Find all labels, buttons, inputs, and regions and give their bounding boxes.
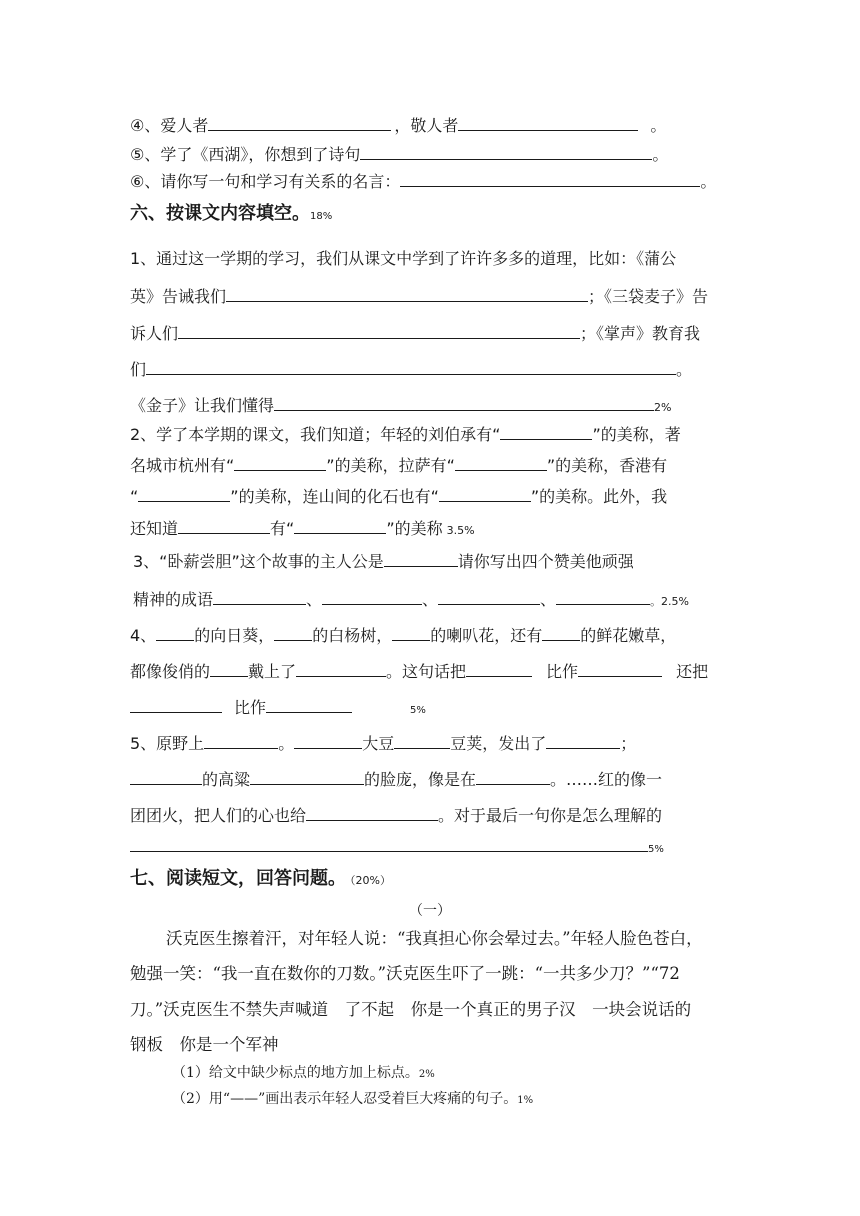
blank[interactable] (578, 661, 662, 677)
s6-q2-l4a: 还知道 (130, 519, 179, 538)
section-6-score: 18% (310, 211, 333, 222)
s5-l6-b: 。 (700, 172, 717, 191)
blank[interactable] (439, 486, 531, 502)
s6-q5-l2b: 的脸庞，像是在 (364, 770, 477, 789)
s6-q2-l4c: ”的美称 (386, 519, 443, 538)
s6-q4-l1b: 的向日葵， (194, 626, 275, 645)
s7-q2-score: 1% (517, 1095, 534, 1106)
blank[interactable] (500, 424, 592, 440)
blank[interactable] (178, 518, 270, 534)
section-6-title: 六、按课文内容填空。 (130, 203, 310, 224)
s6-q2-line4 (130, 518, 475, 541)
s6-q3-l2b: 、 (306, 590, 323, 609)
s6-q4-score: 5% (410, 705, 426, 716)
blank[interactable] (360, 144, 652, 160)
s6-q2-l4b: 有“ (270, 519, 295, 538)
s6-q5-l1b: 。 (278, 734, 295, 753)
blank[interactable] (213, 589, 306, 605)
s6-q5-line1 (130, 733, 636, 754)
s7-q2-text: （2）用“——”画出表示年轻人忍受着巨大疼痛的句子。 (172, 1091, 518, 1107)
blank[interactable] (146, 359, 676, 375)
blank[interactable] (274, 395, 654, 411)
blank[interactable] (476, 769, 550, 785)
s6-q3-l2a: 精神的成语 (133, 590, 214, 609)
s6-q3-l2d: 、 (540, 590, 557, 609)
s5-line-4 (130, 115, 666, 136)
s6-q4-line3 (130, 697, 426, 721)
s6-q1-l2b: ；《三袋麦子》告 (588, 287, 709, 306)
s6-q3-l2c: 、 (422, 590, 439, 609)
blank[interactable] (384, 551, 458, 567)
s6-q4-line1 (130, 625, 676, 646)
s6-q5-l2c: 。……红的像一 (550, 770, 663, 789)
s6-q5-l1d: 豆荚，发出了 (450, 734, 547, 753)
s6-q3-l1b: 请你写出四个赞美他顽强 (457, 552, 634, 571)
s6-q1-line4 (130, 359, 692, 380)
s6-q1-l5a: 《金子》让我们懂得 (130, 396, 275, 415)
blank[interactable] (130, 697, 222, 713)
blank[interactable] (178, 323, 580, 339)
s6-q4-l2b: 戴上了 (248, 662, 297, 681)
s6-q2-l2a: 名城市杭州有“ (130, 456, 235, 475)
s6-q1-l2a: 英》告诫我们 (130, 287, 227, 306)
s6-q5-line3 (130, 805, 662, 826)
s6-q2-l3c: ”的美称。此外，我 (530, 487, 668, 506)
section-6-heading (130, 204, 332, 227)
s6-q2-score: 3.5% (446, 524, 475, 537)
s6-q1-l4b: 。 (676, 360, 693, 379)
s6-q1-line2 (130, 286, 708, 307)
s6-q4-line2 (130, 661, 708, 682)
s6-q1-line1 (130, 249, 676, 269)
s6-q5-line4 (130, 836, 664, 860)
s6-q2-l3b: ”的美称，连山间的化石也有“ (230, 487, 439, 506)
s6-q1-line3 (130, 323, 700, 344)
s5-l4-c: 。 (650, 116, 667, 135)
passage-p2: 勉强一笑：“我一直在数你的刀数。”沃克医生吓了一跳：“一共多少刀？”“72 (130, 964, 680, 983)
blank[interactable] (210, 661, 248, 677)
s7-q1-score: 2% (418, 1069, 435, 1080)
s5-line-6 (130, 171, 716, 192)
s6-q4-l2e: 还把 (676, 662, 709, 681)
s7-q1-text: （1）给文中缺少标点的地方加上标点。 (172, 1065, 419, 1081)
blank[interactable] (455, 455, 547, 471)
s6-q2-line3 (130, 486, 667, 507)
s6-q2-l1b: ”的美称，著 (592, 425, 681, 444)
s6-q5-l3b: 。对于最后一句你是怎么理解的 (438, 806, 663, 825)
blank[interactable] (466, 661, 532, 677)
s5-l6-a: ⑥、请你写一句和学习有关系的名言： (130, 172, 401, 191)
blank[interactable] (394, 733, 450, 749)
s6-q4-l1a: 4、 (130, 626, 157, 645)
passage-p1: 沃克医生擦着汗，对年轻人说：“我真担心你会晕过去。”年轻人脸色苍白， (166, 929, 703, 948)
s6-q2-l1a: 2、学了本学期的课文，我们知道；年轻的刘伯承有“ (130, 425, 501, 444)
s6-q5-l1a: 5、原野上 (130, 734, 205, 753)
blank[interactable] (204, 733, 278, 749)
s6-q1-l3b: ；《掌声》教育我 (580, 324, 701, 343)
s6-q1-l4a: 们 (130, 360, 147, 379)
passage-line-4 (130, 1035, 279, 1055)
section-7-score: （20%） (350, 874, 391, 887)
s5-l4-a: ④、爱人者 (130, 116, 209, 135)
blank[interactable] (542, 625, 580, 641)
s5-l4-b: ，敬人者 (394, 116, 459, 135)
s6-q5-l1e: ； (620, 734, 637, 753)
s6-q3-l2e: 。2.5% (650, 595, 690, 608)
blank[interactable] (208, 115, 391, 131)
blank[interactable] (400, 171, 700, 187)
blank[interactable] (294, 733, 362, 749)
blank[interactable] (294, 518, 386, 534)
blank[interactable] (458, 115, 638, 131)
passage-number: （一） (409, 903, 451, 919)
blank[interactable] (546, 733, 620, 749)
passage-line-2 (130, 964, 680, 984)
blank[interactable] (234, 455, 326, 471)
blank[interactable] (226, 286, 588, 302)
blank[interactable] (156, 625, 194, 641)
s6-q5-l2a: 的高粱 (202, 770, 251, 789)
blank[interactable] (392, 625, 430, 641)
section-7-heading (130, 869, 391, 891)
s6-q2-l3a: “ (130, 487, 139, 506)
s6-q5-line2 (130, 769, 662, 790)
blank[interactable] (274, 625, 312, 641)
blank[interactable] (250, 769, 364, 785)
passage-p4: 钢板 你是一个军神 (130, 1035, 279, 1054)
s6-q4-l2d: 比作 (546, 662, 579, 681)
s6-q5-l1c: 大豆 (362, 734, 395, 753)
s6-q1-l3a: 诉人们 (130, 324, 179, 343)
s6-q5-l3a: 团团火，把人们的心也给 (130, 806, 307, 825)
s6-q4-l1e: 的鲜花嫩草， (580, 626, 677, 645)
s6-q4-l1d: 的喇叭花，还有 (430, 626, 543, 645)
blank[interactable] (322, 589, 422, 605)
s5-line-5 (130, 144, 668, 165)
s7-question-1 (172, 1063, 435, 1085)
s6-q4-l2a: 都像俊俏的 (130, 662, 211, 681)
passage-line-3 (130, 1000, 691, 1020)
s6-q4-l2c: 。这句话把 (386, 662, 467, 681)
s6-q2-l2b: ”的美称，拉萨有“ (326, 456, 455, 475)
blank[interactable] (438, 589, 540, 605)
passage-p3: 刀。”沃克医生不禁失声喊道 了不起 你是一个真正的男子汉 一块会说话的 (130, 1000, 692, 1019)
s6-q3-line2 (133, 589, 689, 612)
s5-l5-b: 。 (652, 145, 669, 164)
blank[interactable] (266, 697, 352, 713)
passage-line-1 (166, 929, 703, 949)
s6-q1-score: 2% (654, 401, 672, 414)
blank[interactable] (130, 769, 202, 785)
s6-q3-l1a: 3、“卧薪尝胆”这个故事的主人公是 (133, 552, 384, 571)
blank[interactable] (556, 589, 650, 605)
s6-q5-score: 5% (648, 844, 664, 855)
blank[interactable] (296, 661, 386, 677)
s7-question-2 (172, 1089, 533, 1111)
passage-subtitle (0, 901, 860, 921)
section-7-title: 七、阅读短文，回答问题。 (130, 868, 346, 889)
s6-q2-line2 (130, 455, 667, 476)
s6-q3-line1 (133, 551, 634, 572)
s6-q4-l1c: 的白杨树， (312, 626, 393, 645)
blank[interactable] (138, 486, 230, 502)
blank[interactable] (306, 805, 438, 821)
blank[interactable] (130, 836, 648, 852)
s6-q1-line5 (130, 395, 671, 418)
s6-q2-line1 (130, 424, 681, 445)
s6-q4-l3a: 比作 (234, 698, 267, 717)
s6-q2-l2c: ”的美称，香港有 (546, 456, 668, 475)
s5-l5-a: ⑤、学了《西湖》，你想到了诗句 (130, 145, 361, 164)
s6-q1-l1: 1、通过这一学期的学习，我们从课文中学到了许许多多的道理，比如：《蒲公 (130, 249, 677, 268)
